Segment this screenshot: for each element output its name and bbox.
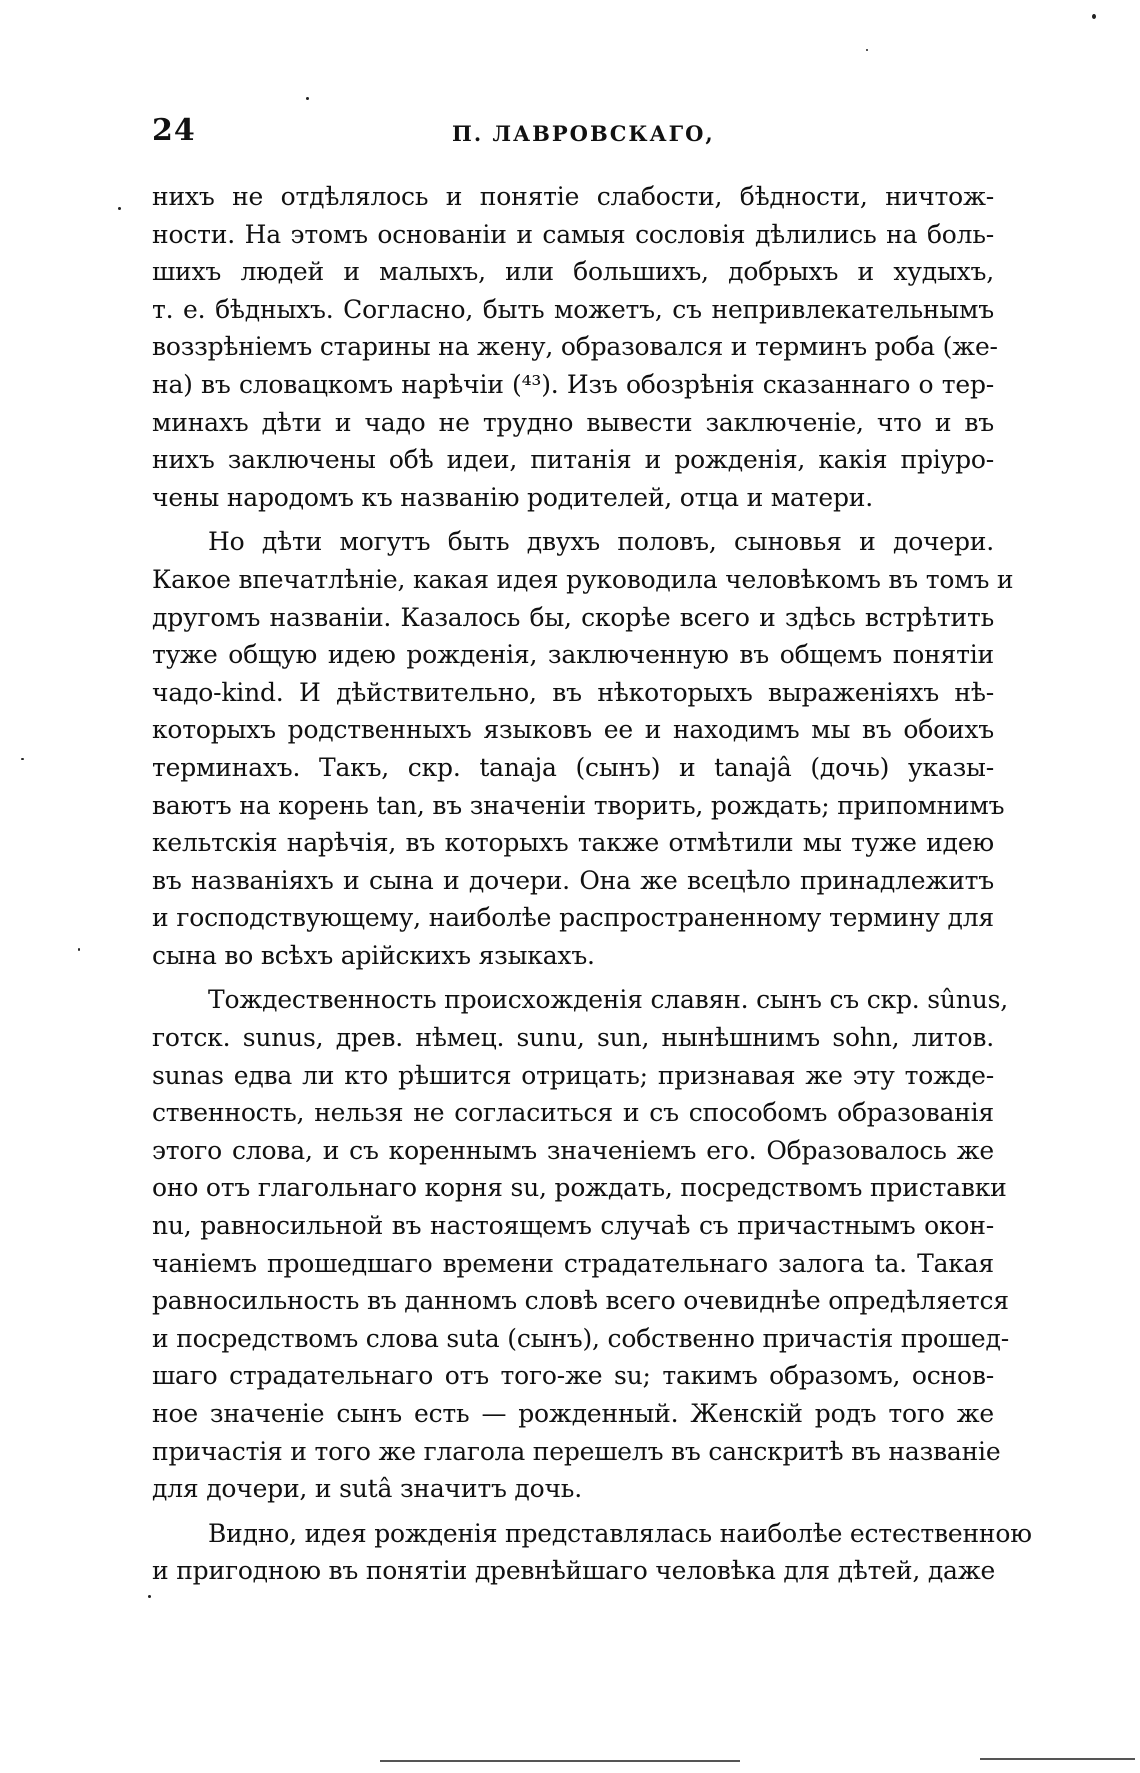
text-line: въ названіяхъ и сына и дочери. Она же всецѣло принадлежитъ bbox=[152, 865, 994, 895]
text-line: на) въ словацкомъ нарѣчіи (⁴³). Изъ обозрѣнія сказаннаго о тер- bbox=[152, 369, 994, 399]
text-line: нихъ заключены обѣ идеи, питанія и рожденія, какія пріуро- bbox=[152, 445, 994, 475]
page-number: 24 bbox=[152, 113, 196, 148]
text-line: готск. sunus, древ. нѣмец. sunu, sun, нынѣшнимъ sohn, литов. bbox=[152, 1023, 994, 1053]
text-line: ственность, нельзя не согласиться и съ способомъ образованія bbox=[152, 1098, 994, 1128]
text-line: ное значеніе сынъ есть — рожденный. Женскій родъ того же bbox=[152, 1399, 994, 1428]
text-line: этого слова, и съ кореннымъ значеніемъ его. Образовалось же bbox=[152, 1135, 994, 1165]
text-line: ваютъ на корень tan, въ значеніи творить, рождать; припомнимъ bbox=[152, 790, 1005, 820]
text-line: и пригодною въ понятіи древнѣйшаго человѣка для дѣтей, даже bbox=[152, 1556, 996, 1586]
text-line: терминахъ. Такъ, скр. tanaja (сынъ) и tanajâ (дочь) указы- bbox=[152, 752, 994, 782]
text-line: чаніемъ прошедшаго времени страдательнаго залога ta. Такая bbox=[152, 1248, 994, 1278]
text-line: Какое впечатлѣніе, какая идея руководила человѣкомъ въ томъ и bbox=[152, 564, 1014, 594]
text-line: нихъ не отдѣлялось и понятіе слабости, бѣдности, ничтож- bbox=[152, 182, 994, 211]
paragraph-3 bbox=[152, 981, 1009, 1507]
text-line: воззрѣніемъ старины на жену, образовался и терминъ роба (же- bbox=[152, 332, 998, 362]
paragraph-4 bbox=[152, 1515, 1032, 1590]
page-header bbox=[152, 113, 992, 153]
scan-bottom-rule bbox=[380, 1760, 740, 1762]
text-line: шихъ людей и малыхъ, или большихъ, добрыхъ и худыхъ, bbox=[152, 257, 994, 287]
text-line: равносильность въ данномъ словѣ всего очевиднѣе опредѣляется bbox=[152, 1286, 1009, 1316]
text-line: Видно, идея рожденія представлялась наиболѣе естественною bbox=[208, 1518, 1032, 1548]
running-head: П. ЛАВРОВСКАГО, bbox=[452, 121, 715, 146]
text-line: причастія и того же глагола перешелъ въ санскритѣ въ названіе bbox=[152, 1436, 1001, 1466]
text-line: другомъ названіи. Казалось бы, скорѣе всего и здѣсь встрѣтить bbox=[152, 602, 994, 632]
body-text bbox=[152, 178, 1032, 1590]
text-line: которыхъ родственныхъ языковъ ее и находимъ мы въ обоихъ bbox=[152, 715, 994, 745]
text-line: для дочери, и sutâ значитъ дочь. bbox=[152, 1474, 582, 1504]
paragraph-1 bbox=[152, 178, 998, 516]
text-line: кельтскія нарѣчія, въ которыхъ также отмѣтили мы туже идею bbox=[152, 828, 994, 858]
text-line: sunas едва ли кто рѣшится отрицать; признавая же эту тожде- bbox=[152, 1060, 994, 1090]
text-line: Но дѣти могутъ быть двухъ половъ, сыновья и дочери. bbox=[208, 527, 994, 557]
text-line: сына во всѣхъ арійскихъ языкахъ. bbox=[152, 940, 595, 970]
text-line: чены народомъ къ названію родителей, отца и матери. bbox=[152, 482, 874, 512]
text-line: оно отъ глагольнаго корня su, рождать, посредствомъ приставки bbox=[152, 1173, 1007, 1203]
text-line: nu, равносильной въ настоящемъ случаѣ съ причастнымъ окон- bbox=[152, 1211, 994, 1241]
text-line: шаго страдательнаго отъ того-же su; такимъ образомъ, основ- bbox=[152, 1361, 994, 1391]
paragraph-2 bbox=[152, 523, 1014, 974]
scan-bottom-rule-right bbox=[980, 1758, 1135, 1760]
text-line: чадо-kind. И дѣйствительно, въ нѣкоторыхъ выраженіяхъ нѣ- bbox=[152, 677, 994, 707]
text-line: ности. На этомъ основаніи и самыя сословія дѣлились на боль- bbox=[152, 219, 994, 249]
text-line: минахъ дѣти и чадо не трудно вывести заключеніе, что и въ bbox=[152, 407, 994, 437]
text-line: и посредствомъ слова suta (сынъ), собственно причастія прошед- bbox=[152, 1323, 1009, 1353]
text-line: т. е. бѣдныхъ. Согласно, быть можетъ, съ непривлекательнымъ bbox=[152, 294, 994, 324]
text-line: Тождественность происхожденія славян. сынъ съ скр. sûnus, bbox=[208, 985, 1008, 1015]
text-line: туже общую идею рожденія, заключенную въ общемъ понятіи bbox=[152, 640, 994, 670]
text-line: и господствующему, наиболѣе распространенному термину для bbox=[152, 903, 994, 933]
